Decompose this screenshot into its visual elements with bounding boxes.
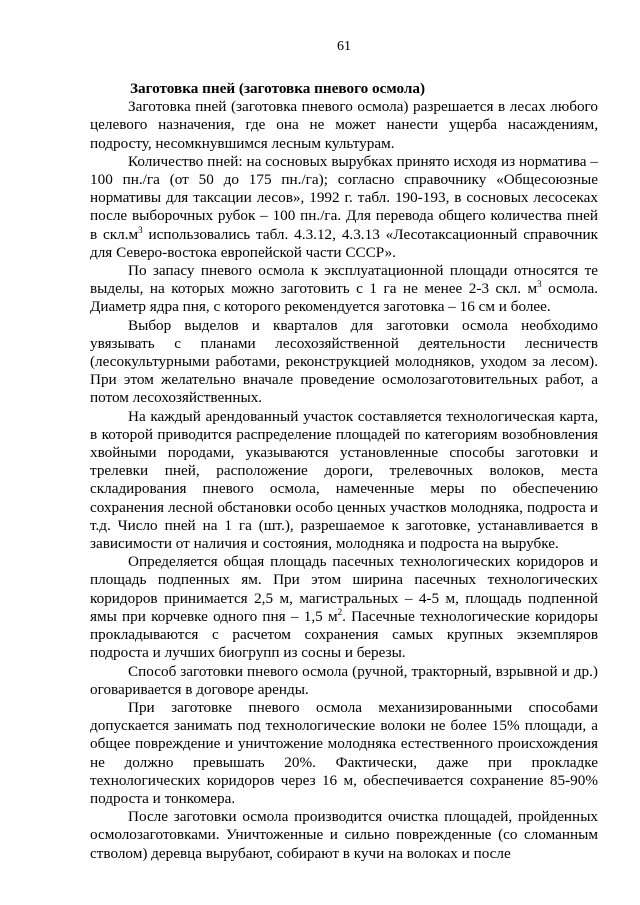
page-number: 61 [337,39,351,54]
paragraph: При заготовке пневого осмола механизированными способами допускается занимать под технологические волоки не более 15% площади, а общее повреждение и уничтожение молодняка естественного происхождения не должно превышать 20%. Фактически, даже при прокладке технологических коридоров через 16 м, обеспечивается сохранение 85-90% подроста и тонкомера. [90,698,598,807]
superscript: 3 [138,224,143,235]
paragraph: Выбор выделов и кварталов для заготовки осмола необходимо увязывать с планами лесохозяйственной деятельности лесничеств (лесокультурными работами, реконструкцией молодняков, уходом за лесом). При этом желательно вначале проведение осмолозаготовительных работ, а потом лесохозяйственных. [90,316,598,407]
paragraph: Способ заготовки пневого осмола (ручной, тракторный, взрывной и др.) оговаривается в договоре аренды. [90,662,598,698]
paragraph: На каждый арендованный участок составляется технологическая карта, в которой приводится распределение площадей по категориям возобновления хвойными породами, указываются установленные способы заготовки и трелевки пней, расположение дороги, трелевочных волоков, места складирования пневого осмола, намеченные меры по обеспечению сохранения лесной обстановки особо ценных участков молодняка, подроста и т.д. Число пней на 1 га (шт.), разрешаемое к заготовке, устанавливается в зависимости от наличия и состояния, молодняка и подроста на вырубке. [90,407,598,553]
section-heading: Заготовка пней (заготовка пневого осмола) [130,80,426,97]
paragraph: Определяется общая площадь пасечных технологических коридоров и площадь подпенных ям. При этом ширина пасечных технологических коридоров принимается 2,5 м, магистральных – 4-5 м, площадь подпенной ямы при корчевке одного пня – 1,5 $м^2$. Пасечные технологические коридоры прокладываются с расчетом сохранения самых крупных экземпляров подроста и лучших биогрупп из сосны и березы. [90,553,598,662]
paragraph: Количество пней: на сосновых вырубках принято исходя из норматива – 100 пн./га (от 50 до 175 пн./га); согласно справочнику «Общесоюзные нормативы для таксации лесов», 1992 г. табл. 190-193, в сосновых лесосеках после выборочных рубок – 100 пн./га. Для перевода общего количества пней в $скл.м^3$ использовались табл. 4.3.12, 4.3.13 «Лесотаксационный справочник для Северо-востока европейской части СССР». [90,152,598,261]
superscript: 3 [537,279,542,290]
paragraph: Заготовка пней (заготовка пневого осмола) разрешается в лесах любого целевого назначения, где она не может нанести ущерба насаждениям, подросту, несомкнувшимся лесным культурам. [90,98,598,152]
paragraph: По запасу пневого осмола к эксплуатационной площади относятся те выделы, на которых можно заготовить с 1 га не менее 2-3 скл. $м^3$ осмола. Диаметр ядра пня, с которого рекомендуется заготовка – 16 см и более. [90,262,598,316]
body-text [90,98,598,863]
paragraph: После заготовки осмола производится очистка площадей, пройденных осмолозаготовками. Уничтоженные и сильно поврежденные (со сломанным стволом) деревца вырубают, собирают в кучи на волоках и после [90,808,598,862]
superscript: 2 [337,606,343,617]
